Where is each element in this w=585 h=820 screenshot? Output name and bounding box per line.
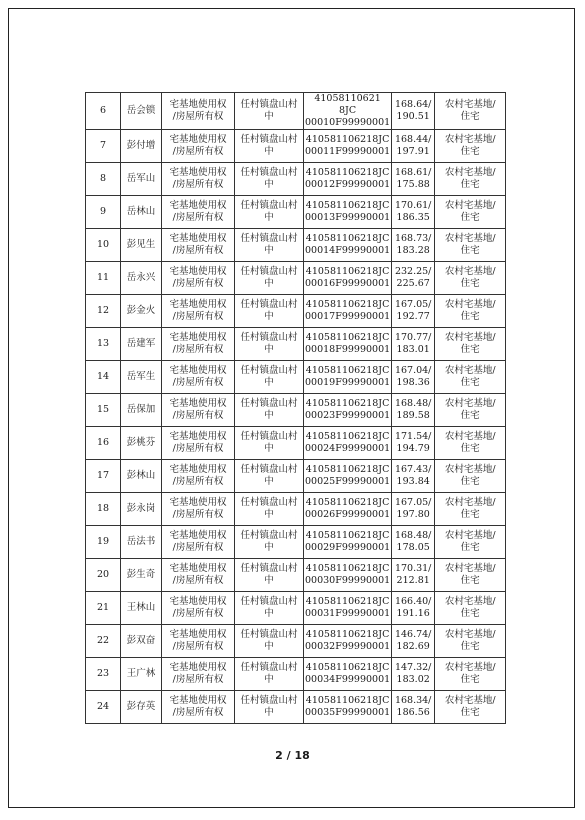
location-cell xyxy=(235,361,304,394)
unit-code: 410581106218JC 00025F99990001 xyxy=(305,464,391,487)
location: 任村镇盘山村 中 xyxy=(240,629,298,652)
owner-name: 彭双奋 xyxy=(126,635,156,646)
owner-name: 岳建军 xyxy=(126,338,156,349)
right-type: 宅基地使用权 /房屋所有权 xyxy=(169,431,227,454)
location: 任村镇盘山村 中 xyxy=(240,398,298,421)
unit-code-cell xyxy=(304,526,392,559)
area-cell xyxy=(392,328,435,361)
row-number: 20 xyxy=(96,569,110,580)
table-row xyxy=(86,559,506,592)
row-number-cell xyxy=(86,295,121,328)
right-type: 宅基地使用权 /房屋所有权 xyxy=(169,563,227,586)
right-type-cell xyxy=(162,691,235,724)
right-type-cell xyxy=(162,295,235,328)
row-number: 14 xyxy=(96,371,110,382)
unit-code-cell xyxy=(304,427,392,460)
right-type: 宅基地使用权 /房屋所有权 xyxy=(169,233,227,256)
owner-name-cell xyxy=(121,691,162,724)
table-row xyxy=(86,163,506,196)
owner-name-cell xyxy=(121,130,162,163)
right-type: 宅基地使用权 /房屋所有权 xyxy=(169,530,227,553)
table-row xyxy=(86,229,506,262)
area-cell xyxy=(392,460,435,493)
row-number: 8 xyxy=(99,173,107,184)
unit-code-cell xyxy=(304,163,392,196)
table-row xyxy=(86,295,506,328)
location-cell xyxy=(235,394,304,427)
row-number-cell xyxy=(86,658,121,691)
location: 任村镇盘山村 中 xyxy=(240,464,298,487)
unit-code: 410581106218JC 00013F99990001 xyxy=(305,200,391,223)
unit-code-cell xyxy=(304,229,392,262)
unit-code-cell xyxy=(304,394,392,427)
area-cell xyxy=(392,361,435,394)
right-type: 宅基地使用权 /房屋所有权 xyxy=(169,695,227,718)
table-row xyxy=(86,196,506,229)
owner-name-cell xyxy=(121,361,162,394)
table-row xyxy=(86,691,506,724)
owner-name-cell xyxy=(121,262,162,295)
right-type: 宅基地使用权 /房屋所有权 xyxy=(169,99,227,122)
unit-code: 410581106218JC 00031F99990001 xyxy=(305,596,391,619)
unit-code-cell xyxy=(304,493,392,526)
land-use: 农村宅基地/ 住宅 xyxy=(444,530,496,553)
right-type: 宅基地使用权 /房屋所有权 xyxy=(169,464,227,487)
area: 167.04/ 198.36 xyxy=(394,365,432,388)
right-type: 宅基地使用权 /房屋所有权 xyxy=(169,398,227,421)
row-number-cell xyxy=(86,559,121,592)
unit-code-cell xyxy=(304,658,392,691)
land-use: 农村宅基地/ 住宅 xyxy=(444,596,496,619)
right-type-cell xyxy=(162,625,235,658)
location: 任村镇盘山村 中 xyxy=(240,530,298,553)
owner-name: 彭生奇 xyxy=(126,569,156,580)
land-use-cell xyxy=(435,493,506,526)
area-cell xyxy=(392,691,435,724)
location-cell xyxy=(235,691,304,724)
area-cell xyxy=(392,559,435,592)
row-number: 19 xyxy=(96,536,110,547)
area: 168.48/ 178.05 xyxy=(394,530,432,553)
unit-code: 410581106218JC 00035F99990001 xyxy=(305,695,391,718)
right-type-cell xyxy=(162,93,235,130)
row-number-cell xyxy=(86,394,121,427)
right-type: 宅基地使用权 /房屋所有权 xyxy=(169,332,227,355)
table-row xyxy=(86,493,506,526)
row-number: 6 xyxy=(99,105,107,116)
row-number: 15 xyxy=(96,404,110,415)
right-type: 宅基地使用权 /房屋所有权 xyxy=(169,134,227,157)
location: 任村镇盘山村 中 xyxy=(240,167,298,190)
row-number-cell xyxy=(86,592,121,625)
area: 167.43/ 193.84 xyxy=(394,464,432,487)
right-type: 宅基地使用权 /房屋所有权 xyxy=(169,596,227,619)
location: 任村镇盘山村 中 xyxy=(240,662,298,685)
area: 147.32/ 183.02 xyxy=(394,662,432,685)
row-number-cell xyxy=(86,493,121,526)
unit-code-cell xyxy=(304,559,392,592)
table-row xyxy=(86,460,506,493)
land-use-cell xyxy=(435,328,506,361)
unit-code-cell xyxy=(304,592,392,625)
owner-name: 岳保加 xyxy=(126,404,156,415)
location: 任村镇盘山村 中 xyxy=(240,299,298,322)
land-use-cell xyxy=(435,229,506,262)
row-number-cell xyxy=(86,625,121,658)
right-type-cell xyxy=(162,460,235,493)
land-use-cell xyxy=(435,559,506,592)
row-number-cell xyxy=(86,130,121,163)
owner-name: 彭存英 xyxy=(126,701,156,712)
right-type-cell xyxy=(162,361,235,394)
land-use-cell xyxy=(435,427,506,460)
area: 168.48/ 189.58 xyxy=(394,398,432,421)
area: 168.73/ 183.28 xyxy=(394,233,432,256)
row-number: 23 xyxy=(96,668,110,679)
owner-name-cell xyxy=(121,658,162,691)
location-cell xyxy=(235,229,304,262)
right-type: 宅基地使用权 /房屋所有权 xyxy=(169,167,227,190)
unit-code: 410581106218JC 00032F99990001 xyxy=(305,629,391,652)
land-use: 农村宅基地/ 住宅 xyxy=(444,134,496,157)
area: 146.74/ 182.69 xyxy=(394,629,432,652)
owner-name-cell xyxy=(121,559,162,592)
row-number-cell xyxy=(86,427,121,460)
location: 任村镇盘山村 中 xyxy=(240,365,298,388)
land-use: 农村宅基地/ 住宅 xyxy=(444,431,496,454)
land-use: 农村宅基地/ 住宅 xyxy=(444,563,496,586)
owner-name-cell xyxy=(121,229,162,262)
owner-name: 彭见生 xyxy=(126,239,156,250)
land-use-cell xyxy=(435,93,506,130)
row-number: 7 xyxy=(99,140,107,151)
owner-name: 彭林山 xyxy=(126,470,156,481)
right-type: 宅基地使用权 /房屋所有权 xyxy=(169,266,227,289)
area: 168.44/ 197.91 xyxy=(394,134,432,157)
area-cell xyxy=(392,394,435,427)
table-row xyxy=(86,625,506,658)
table-row xyxy=(86,130,506,163)
right-type: 宅基地使用权 /房屋所有权 xyxy=(169,365,227,388)
table-row xyxy=(86,526,506,559)
right-type-cell xyxy=(162,592,235,625)
area: 166.40/ 191.16 xyxy=(394,596,432,619)
area: 232.25/ 225.67 xyxy=(394,266,432,289)
location-cell xyxy=(235,163,304,196)
table-row xyxy=(86,361,506,394)
row-number: 9 xyxy=(99,206,107,217)
row-number-cell xyxy=(86,460,121,493)
unit-code-cell xyxy=(304,361,392,394)
area-cell xyxy=(392,493,435,526)
location: 任村镇盘山村 中 xyxy=(240,431,298,454)
right-type: 宅基地使用权 /房屋所有权 xyxy=(169,629,227,652)
owner-name: 彭永岗 xyxy=(126,503,156,514)
area: 170.77/ 183.01 xyxy=(394,332,432,355)
owner-name: 彭金火 xyxy=(126,305,156,316)
unit-code: 410581106218JC 00030F99990001 xyxy=(305,563,391,586)
row-number-cell xyxy=(86,163,121,196)
location-cell xyxy=(235,460,304,493)
owner-name-cell xyxy=(121,526,162,559)
right-type: 宅基地使用权 /房屋所有权 xyxy=(169,497,227,520)
location: 任村镇盘山村 中 xyxy=(240,233,298,256)
location-cell xyxy=(235,196,304,229)
unit-code-cell xyxy=(304,93,392,130)
table-body xyxy=(86,93,506,724)
row-number: 22 xyxy=(96,635,110,646)
right-type-cell xyxy=(162,427,235,460)
land-use: 农村宅基地/ 住宅 xyxy=(444,497,496,520)
location: 任村镇盘山村 中 xyxy=(240,200,298,223)
row-number-cell xyxy=(86,526,121,559)
location-cell xyxy=(235,262,304,295)
unit-code: 410581106218JC 00034F99990001 xyxy=(305,662,391,685)
row-number: 17 xyxy=(96,470,110,481)
row-number-cell xyxy=(86,196,121,229)
property-rights-table xyxy=(85,92,506,724)
owner-name-cell xyxy=(121,196,162,229)
land-use-cell xyxy=(435,163,506,196)
owner-name-cell xyxy=(121,394,162,427)
unit-code: 410581106218JC 00018F99990001 xyxy=(305,332,391,355)
area-cell xyxy=(392,658,435,691)
location: 任村镇盘山村 中 xyxy=(240,134,298,157)
owner-name: 王林山 xyxy=(126,602,156,613)
right-type: 宅基地使用权 /房屋所有权 xyxy=(169,299,227,322)
area: 170.31/ 212.81 xyxy=(394,563,432,586)
unit-code-cell xyxy=(304,691,392,724)
location-cell xyxy=(235,493,304,526)
row-number-cell xyxy=(86,229,121,262)
location-cell xyxy=(235,130,304,163)
location-cell xyxy=(235,658,304,691)
table-row xyxy=(86,658,506,691)
land-use: 农村宅基地/ 住宅 xyxy=(444,695,496,718)
location-cell xyxy=(235,625,304,658)
row-number: 12 xyxy=(96,305,110,316)
land-use: 农村宅基地/ 住宅 xyxy=(444,266,496,289)
unit-code: 410581106218JC 00012F99990001 xyxy=(305,167,391,190)
table-row xyxy=(86,394,506,427)
land-use-cell xyxy=(435,361,506,394)
unit-code-cell xyxy=(304,196,392,229)
table-row xyxy=(86,592,506,625)
unit-code: 410581106218JC 00019F99990001 xyxy=(305,365,391,388)
table-row xyxy=(86,262,506,295)
unit-code-cell xyxy=(304,262,392,295)
row-number-cell xyxy=(86,361,121,394)
land-use-cell xyxy=(435,196,506,229)
area-cell xyxy=(392,295,435,328)
location: 任村镇盘山村 中 xyxy=(240,266,298,289)
area-cell xyxy=(392,130,435,163)
owner-name: 彭付增 xyxy=(126,140,156,151)
land-use-cell xyxy=(435,130,506,163)
land-use: 农村宅基地/ 住宅 xyxy=(444,332,496,355)
unit-code: 410581106218JC 00024F99990001 xyxy=(305,431,391,454)
unit-code: 410581106218JC 00026F99990001 xyxy=(305,497,391,520)
area-cell xyxy=(392,163,435,196)
land-use: 农村宅基地/ 住宅 xyxy=(444,233,496,256)
right-type-cell xyxy=(162,328,235,361)
right-type-cell xyxy=(162,229,235,262)
land-use-cell xyxy=(435,295,506,328)
owner-name: 王广林 xyxy=(126,668,156,679)
owner-name: 岳林山 xyxy=(126,206,156,217)
location-cell xyxy=(235,526,304,559)
unit-code-cell xyxy=(304,130,392,163)
location-cell xyxy=(235,559,304,592)
location-cell xyxy=(235,93,304,130)
land-use-cell xyxy=(435,625,506,658)
land-use: 农村宅基地/ 住宅 xyxy=(444,167,496,190)
area: 170.61/ 186.35 xyxy=(394,200,432,223)
owner-name: 岳永兴 xyxy=(126,272,156,283)
land-use: 农村宅基地/ 住宅 xyxy=(444,398,496,421)
land-use: 农村宅基地/ 住宅 xyxy=(444,200,496,223)
location: 任村镇盘山村 中 xyxy=(240,596,298,619)
row-number: 16 xyxy=(96,437,110,448)
location: 任村镇盘山村 中 xyxy=(240,99,298,122)
unit-code-cell xyxy=(304,460,392,493)
row-number: 18 xyxy=(96,503,110,514)
right-type-cell xyxy=(162,493,235,526)
location-cell xyxy=(235,295,304,328)
owner-name-cell xyxy=(121,328,162,361)
unit-code: 410581106218JC 00016F99990001 xyxy=(305,266,391,289)
unit-code-cell xyxy=(304,295,392,328)
owner-name-cell xyxy=(121,93,162,130)
right-type-cell xyxy=(162,130,235,163)
page-number: 2 / 18 xyxy=(275,749,310,762)
area: 167.05/ 192.77 xyxy=(394,299,432,322)
owner-name-cell xyxy=(121,460,162,493)
unit-code: 410581106218JC 00014F99990001 xyxy=(305,233,391,256)
unit-code: 41058110621 8JC 00010F99990001 xyxy=(305,93,391,128)
land-use: 农村宅基地/ 住宅 xyxy=(444,464,496,487)
owner-name-cell xyxy=(121,163,162,196)
land-use-cell xyxy=(435,394,506,427)
area: 171.54/ 194.79 xyxy=(394,431,432,454)
land-use-cell xyxy=(435,262,506,295)
area-cell xyxy=(392,93,435,130)
right-type-cell xyxy=(162,658,235,691)
owner-name-cell xyxy=(121,427,162,460)
area-cell xyxy=(392,625,435,658)
owner-name: 岳法书 xyxy=(126,536,156,547)
land-use: 农村宅基地/ 住宅 xyxy=(444,99,496,122)
area: 168.34/ 186.56 xyxy=(394,695,432,718)
right-type-cell xyxy=(162,196,235,229)
table-row xyxy=(86,93,506,130)
unit-code: 410581106218JC 00017F99990001 xyxy=(305,299,391,322)
right-type-cell xyxy=(162,559,235,592)
unit-code: 410581106218JC 00011F99990001 xyxy=(305,134,391,157)
land-use: 农村宅基地/ 住宅 xyxy=(444,299,496,322)
row-number: 13 xyxy=(96,338,110,349)
area-cell xyxy=(392,526,435,559)
area-cell xyxy=(392,262,435,295)
area-cell xyxy=(392,196,435,229)
owner-name-cell xyxy=(121,493,162,526)
row-number: 24 xyxy=(96,701,110,712)
land-use: 农村宅基地/ 住宅 xyxy=(444,365,496,388)
location-cell xyxy=(235,328,304,361)
location: 任村镇盘山村 中 xyxy=(240,695,298,718)
owner-name-cell xyxy=(121,625,162,658)
area: 167.05/ 197.80 xyxy=(394,497,432,520)
right-type-cell xyxy=(162,163,235,196)
location: 任村镇盘山村 中 xyxy=(240,332,298,355)
unit-code-cell xyxy=(304,328,392,361)
unit-code-cell xyxy=(304,625,392,658)
row-number-cell xyxy=(86,262,121,295)
row-number-cell xyxy=(86,93,121,130)
location-cell xyxy=(235,592,304,625)
owner-name: 彭桃芬 xyxy=(126,437,156,448)
area-cell xyxy=(392,229,435,262)
row-number-cell xyxy=(86,328,121,361)
unit-code: 410581106218JC 00023F99990001 xyxy=(305,398,391,421)
row-number: 10 xyxy=(96,239,110,250)
location: 任村镇盘山村 中 xyxy=(240,497,298,520)
owner-name: 岳会锁 xyxy=(126,105,156,116)
row-number: 11 xyxy=(96,272,110,283)
right-type-cell xyxy=(162,394,235,427)
area-cell xyxy=(392,592,435,625)
location: 任村镇盘山村 中 xyxy=(240,563,298,586)
document-page xyxy=(8,8,575,808)
table-row xyxy=(86,328,506,361)
land-use-cell xyxy=(435,592,506,625)
land-use-cell xyxy=(435,526,506,559)
land-use: 农村宅基地/ 住宅 xyxy=(444,629,496,652)
unit-code: 410581106218JC 00029F99990001 xyxy=(305,530,391,553)
land-use-cell xyxy=(435,460,506,493)
location-cell xyxy=(235,427,304,460)
land-use-cell xyxy=(435,691,506,724)
owner-name-cell xyxy=(121,295,162,328)
row-number-cell xyxy=(86,691,121,724)
right-type: 宅基地使用权 /房屋所有权 xyxy=(169,662,227,685)
area-cell xyxy=(392,427,435,460)
right-type-cell xyxy=(162,526,235,559)
area: 168.64/ 190.51 xyxy=(394,99,432,122)
right-type-cell xyxy=(162,262,235,295)
owner-name: 岳军山 xyxy=(126,173,156,184)
owner-name-cell xyxy=(121,592,162,625)
land-use: 农村宅基地/ 住宅 xyxy=(444,662,496,685)
right-type: 宅基地使用权 /房屋所有权 xyxy=(169,200,227,223)
row-number: 21 xyxy=(96,602,110,613)
owner-name: 岳军生 xyxy=(126,371,156,382)
area: 168.61/ 175.88 xyxy=(394,167,432,190)
table-row xyxy=(86,427,506,460)
land-use-cell xyxy=(435,658,506,691)
